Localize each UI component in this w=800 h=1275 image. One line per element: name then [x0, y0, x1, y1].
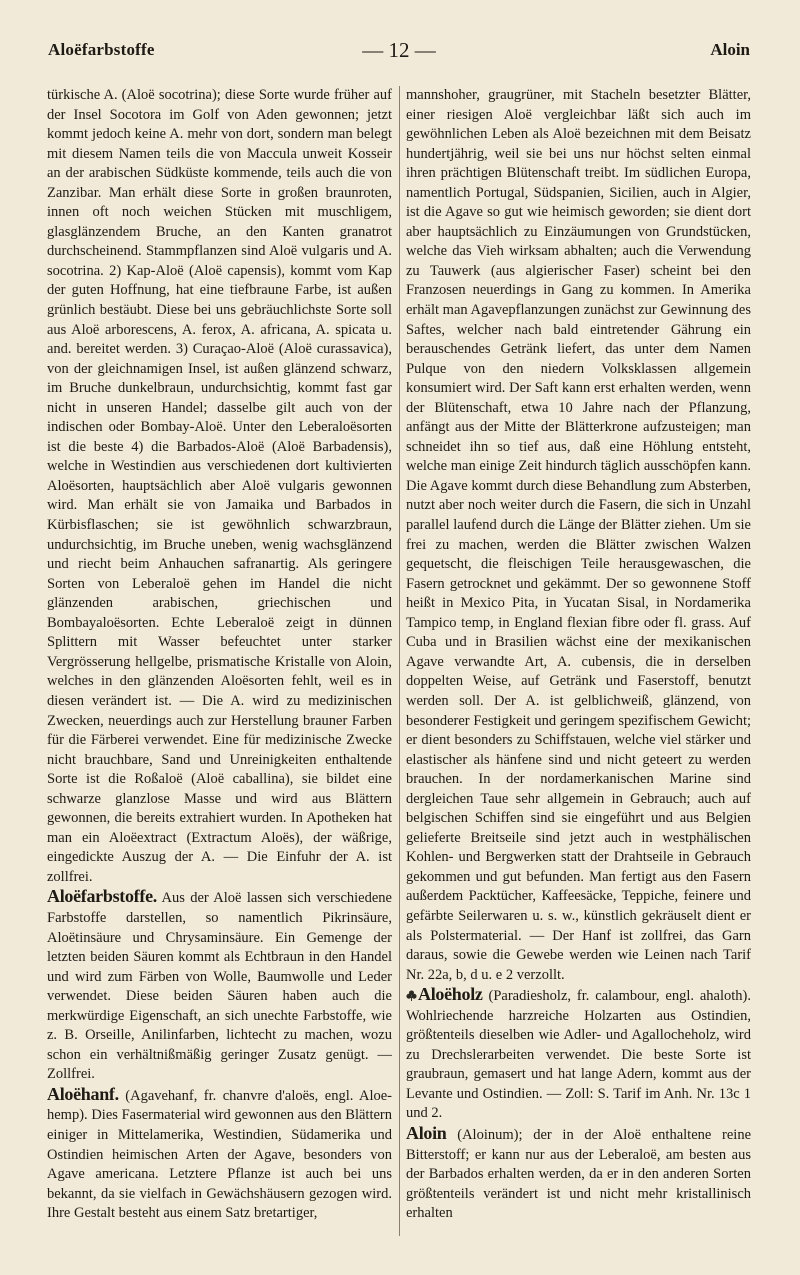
entry-aloefarbstoffe — [47, 887, 392, 1084]
entry-text: (Agavehanf, fr. chanvre d'aloës, engl. Aloe-hemp). Dies Fasermaterial wird gewonnen aus den Blättern einiger in Mittelamerika, Westindien, Südamerika und Ostindien heimischen Arten der Agave, besonders von Agave americana. Letztere Pflanze ist auch bei uns bekannt, da sie vielfach in Gewächshäusern gezogen wird. Ihre Gestalt besteht aus einem Satz bretartiger, — [47, 1087, 392, 1222]
right-column — [406, 86, 751, 1258]
entry-aloeholz — [406, 985, 751, 1124]
column-divider — [399, 86, 400, 1236]
continued-paragraph: türkische A. (Aloë socotrina); diese Sorte wurde früher auf der Insel Socotora im Golf von Aden gewonnen; jetzt kommt jedoch keine A. mehr von dort, sondern man belegt mit diesem Namen teils die von Maccula unweit Kosseir an der arabischen Südküste kommende, teils auch die von Zanzibar. Man erhält diese Sorte in großen braunroten, innen oft noch weichen Stücken mit muschligem, glasglänzendem Bruche, an den Kanten granatrot durchscheinend. Stammpflanzen sind Aloë vulgaris und A. socotrina. 2) Kap-Aloë (Aloë capensis), kommt vom Kap der guten Hoffnung, hat eine tiefbraune Farbe, ist außen grünlich bestäubt. Diese bei uns gebräuchlichste Sorte soll aus Aloë arborescens, A. ferox, A. africana, A. spicata u. and. bereitet werden. 3) Curaçao-Aloë (Aloë curassavica), von der gleichnamigen Insel, ist außen glänzend schwarz, im Bruche dunkelbraun, undurchsichtig, kommt fast gar nicht in unseren Handel; dasselbe gilt auch von der indischen oder Bombay-Aloë. Unter den Leberaloësorten ist die beste 4) die Barbados-Aloë (Aloë Barbadensis), welche in Westindien aus verschiedenen dort kultivierten Aloësorten, hauptsächlich aber Aloë vulgaris gewonnen wird. Man erhält sie von Jamaika und Barbados in Kürbisflaschen; sie ist gewöhnlich schwarzbraun, undurchsichtig, im Bruche uneben, wenig wachsglänzend und riecht beim Anhauchen safranartig. Als geringere Sorten von Leberaloë gehen im Handel die nicht glänzenden arabischen, griechischen und Bombayaloësorten. Echte Leberaloë zeigt in dünnen Splittern mit Wasser befeuchtet unter starker Vergrösserung hellgelbe, prismatische Kristalle von Aloin, welches in den glänzenden Aloësorten fehlt, weil es in diesen verändert ist. — Die A. wird zu medizinischen Zwecken, neuerdings auch zur Herstellung brauner Farben für die Färberei verwendet. Eine für medizinische Zwecke nicht brauchbare, Sand und Unreinigkeiten enthaltende Sorte ist die Roßaloë (Aloë caballina), sie bildet eine schwarze glanzlose Masse und wird aus Blättern gewonnen, die bereits extrahiert wurden. In Apotheken hat man ein Aloëextract (Extractum Aloës), der wäßrige, eingedickte Auszug der A. — Die Einfuhr der A. ist zollfrei. — [47, 87, 392, 885]
entry-headword: Aloëhanf. — [47, 1083, 119, 1104]
entry-headword: Aloin — [406, 1122, 447, 1143]
entry-text: (Paradiesholz, fr. calambour, engl. ahaloth). Wohlriechende harzreiche Holzarten aus Ostindien, größtenteils dieselben wie Adler- und Agallocheholz, wird zu Drechslerarbeiten verwendet. Die beste Sorte ist graubraun, gemasert und hat lange Adern, kommt aus der Levante und Ostindien. — Zoll: S. Tarif im Anh. Nr. 13c 1 und 2. — [406, 988, 751, 1122]
clover-icon — [406, 990, 417, 1001]
entry-text: Aus der Aloë lassen sich verschiedene Farbstoffe darstellen, so namentlich Pikrinsäure, Aloëtinsäure und Chrysaminsäure. Ein Gemenge der letzten beiden Säuren kommt als Echtbraun in den Handel und wird zum Färben von Wolle, Baumwolle und Leder verwendet. Diese beiden Säuren haben auch die merkwürdige Eigenschaft, an sich unechte Farbstoffe, wie z. B. Orseille, Anilinfarben, lichtecht zu machen, wozu schon ein verhältnißmäßig geringer Zusatz genügt. — Zollfrei. — [47, 890, 392, 1083]
left-column — [47, 86, 392, 1258]
header-right-keyword: Aloin — [710, 40, 750, 59]
entry-text: (Aloinum); der in der Aloë enthaltene reine Bitterstoff; er kann nur aus der Leberaloë, am besten aus der Barbados erhalten werden, da er in den anderen Sorten größtenteils verändert ist und nicht mehr kristallinisch erhalten — [406, 1126, 751, 1222]
header-left-keyword: Aloëfarbstoffe — [48, 40, 155, 59]
continued-paragraph: mannshoher, graugrüner, mit Stacheln besetzter Blätter, einer riesigen Aloë vergleichbar läßt sich auch im gewöhnlichen Leben als Aloë bezeichnen mit dem Beisatz hundertjährig, weil sie bei uns nur höchst selten einmal ihren prächtigen Blütenschaft treibt. Im südlichen Europa, namentlich Portugal, Südspanien, Sicilien, auch in Algier, ist die Agave so gut wie heimisch geworden; sie dient dort aber hauptsächlich zu Einzäumungen von Grundstücken, welche das Vieh wirksam abhalten; auch die Verwendung zu Tauwerk (aus algierischer Faser) scheint bei den Franzosen neuerdings in Gang zu kommen. In Amerika erhält man Agavepflanzungen zunächst zur Gewinnung des Saftes, welcher nach bald eintretender Gährung ein berauschendes Getränk liefert, das unter dem Namen Pulque von den niedern Volksklassen allgemein konsumiert wird. Der Saft kann erst erhalten werden, wenn der Blütenschaft, etwa 10 Jahre nach der Pflanzung, anfängt aus der Mitte der Blätterkrone aufzusteigen; man schneidet ihn so tief aus, daß eine Höhlung entsteht, welche man einige Zeit hindurch täglich ausschöpfen kann. Die Agave kommt durch diese Behandlung zum Absterben, nutzt aber noch weiter durch die Fasern, die sich in Unzahl parallel laufend durch die Länge der Blätter ziehen. Um sie frei zu machen, werden die Blätter zwischen Walzen gequetscht, die fleischigen Teile herausgewaschen, die Fasern getrocknet und gekämmt. Der so gewonnene Stoff heißt in Mexico Pita, in Yucatan Sisal, in Nordamerika Tampico temp, in England flexian fibre oder fl. grass. Auf Cuba und in Brasilien wächst eine der mexikanischen Agave verwandte Art, A. cubensis, die in derselben doppelten Weise, auf Getränk und Faserstoff, benutzt werden soll. Der A. ist gelblichweiß, glänzend, von besonderer Festigkeit und geringem spezifischem Gewicht; er dient besonders zu Schiffstauen, welche viel stärker und elastischer als hänfene sind und nicht geteert zu werden brauchen. In der nordamerkanischen Marine sind dergleichen Taue sehr allgemein in Gebrauch; auch auf belgischen Schiffen sind sie eingeführt und aus Belgien gelieferte Breitseile sind jetzt auch in westphälischen Kohlen- und Bergwerken statt der Drahtseile in Gebrauch gekommen und gut befunden. Man fertigt aus den Fasern außerdem Packtücher, Kaffeesäcke, Teppiche, feinere und gefärbte Seilerwaren u. s. w., künstlich gekräuselt dient er als Polstermaterial. — Der Hanf ist zollfrei, das Garn daraus, sowie die Gewebe werden wie Leinen nach Tarif Nr. 22a, b, d u. e 2 verzollt. — [406, 87, 751, 983]
page-number: — 12 — — [362, 38, 436, 62]
entry-aloin — [406, 1124, 751, 1224]
running-header — [48, 38, 750, 64]
entry-headword: Aloëfarbstoffe. — [47, 886, 157, 907]
entry-headword: Aloëholz — [418, 984, 483, 1005]
entry-aloehanf — [47, 1085, 392, 1224]
